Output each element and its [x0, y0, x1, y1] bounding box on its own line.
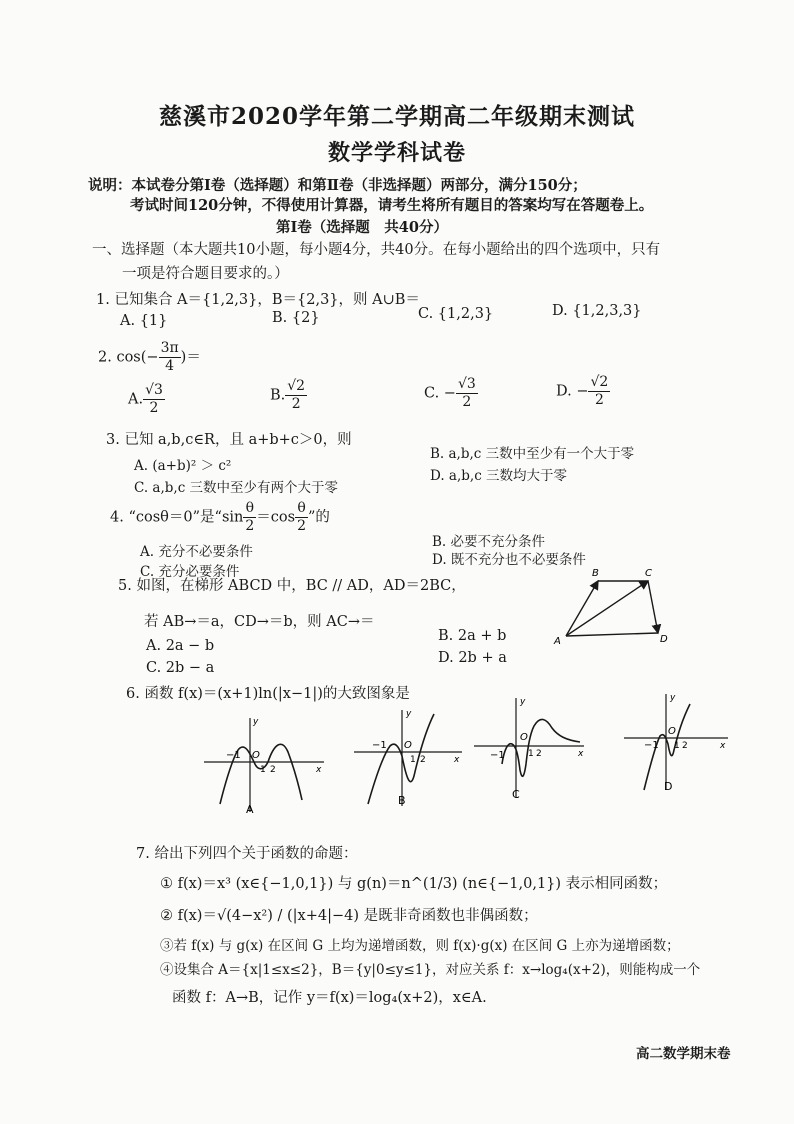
- y-label: y: [520, 697, 526, 707]
- q4-frac-1: [243, 500, 256, 535]
- vertex-label-c: C: [645, 568, 652, 579]
- q2-option-c: [424, 376, 478, 411]
- q3-option-b: B. a,b,c 三数中至少有一个大于零: [430, 446, 635, 462]
- q2-number: 2.: [98, 349, 112, 366]
- q3-option-c: C. a,b,c 三数中至少有两个大于零: [134, 480, 339, 496]
- q7-item-4: ④设集合 A＝{x|1≤x≤2}，B＝{y|0≤y≤1}，对应关系 f：x→log₄(x+2)，则能构成一个: [160, 962, 701, 978]
- q1-option-b: B. {2}: [272, 310, 320, 326]
- q1-option-d: D. {1,2,3,3}: [552, 303, 642, 319]
- x-label: x: [578, 749, 584, 759]
- footer-label: 高二数学期末卷: [636, 1046, 731, 1062]
- q2-option-a: [128, 382, 165, 417]
- q4-text-2: ”的: [308, 509, 330, 526]
- q5-stem: 5. 如图，在梯形 ABCD 中，BC // AD，AD＝2BC，: [118, 578, 466, 594]
- tick-2: 2: [682, 741, 688, 751]
- q5-line2: 若 AB→＝a，CD→＝b，则 AC→＝: [144, 614, 375, 630]
- y-label: y: [253, 717, 259, 727]
- graph-c: [470, 694, 590, 802]
- q2-a-den: 2: [149, 400, 159, 416]
- q7-stem: 7. 给出下列四个关于函数的命题：: [136, 846, 358, 862]
- q5-option-c: C. 2b − a: [146, 660, 215, 676]
- q4-option-a: A. 充分不必要条件: [140, 544, 253, 560]
- q2-b-num: √2: [287, 378, 306, 394]
- x-label: x: [454, 755, 460, 765]
- tick-neg1: −1: [372, 740, 387, 751]
- q4-frac1-num: θ: [243, 500, 256, 518]
- q1-option-a: A. {1}: [120, 313, 168, 329]
- tick-1: 1: [528, 749, 534, 759]
- q3-stem: 3. 已知 a,b,c∈R，且 a+b+c＞0，则: [106, 432, 352, 448]
- y-label: y: [670, 693, 676, 703]
- q2-c-num: √3: [457, 376, 476, 392]
- graph-label: B: [398, 794, 406, 807]
- q4-frac2-den: 2: [297, 518, 306, 534]
- q2-option-b: [270, 378, 307, 413]
- vertex-label-d: D: [660, 634, 668, 645]
- tick-neg1: −1: [226, 750, 241, 761]
- q4-text-mid: ＝cos: [256, 509, 296, 526]
- instructions-line2: 考试时间120分钟，不得使用计算器，请考生将所有题目的答案均写在答题卷上。: [130, 197, 654, 214]
- y-label: y: [406, 709, 412, 719]
- q7-item-2: ② f(x)＝√(4−x²) / (|x+4|−4) 是既非奇函数也非偶函数；: [160, 908, 538, 924]
- tick-1: 1: [260, 765, 266, 775]
- segment-ad: [566, 633, 658, 636]
- q7-item-1: ① f(x)＝x³ (x∈{−1,0,1}) 与 g(n)＝n^(1/3) (n∈{−1,0,1}) 表示相同函数；: [160, 876, 668, 892]
- origin-label: O: [404, 740, 412, 751]
- tick-1: 1: [410, 755, 416, 765]
- q3-option-d: D. a,b,c 三数均大于零: [430, 468, 568, 484]
- tick-2: 2: [270, 765, 276, 775]
- origin-label: O: [668, 726, 676, 737]
- vector-cd: [648, 581, 658, 633]
- q5-option-d: D. 2b + a: [438, 650, 507, 666]
- graph-label: A: [246, 803, 254, 816]
- q5-option-a: A. 2a − b: [146, 638, 215, 654]
- q7-item-3: ③若 f(x) 与 g(x) 在区间 G 上均为递增函数，则 f(x)·g(x) 在区间 G 上亦为递增函数；: [160, 938, 680, 954]
- q1-stem: 1. 已知集合 A＝{1,2,3}，B＝{2,3}，则 A∪B＝: [96, 292, 420, 308]
- q2-d-frac: [588, 374, 610, 409]
- exam-title: 慈溪市2020学年第二学期高二年级期末测试: [158, 103, 635, 130]
- tick-2: 2: [420, 755, 426, 765]
- q2-c-label: C. −: [424, 385, 456, 402]
- part1-heading: 第Ⅰ卷（选择题 共40分）: [276, 219, 448, 236]
- q2-prefix: cos(−: [116, 349, 159, 366]
- tick-2: 2: [536, 749, 542, 759]
- graph-label: C: [512, 788, 520, 801]
- exam-subtitle: 数学学科试卷: [327, 140, 466, 166]
- section-instructions-line2: 一项是符合题目要求的。）: [122, 266, 289, 282]
- origin-label: O: [520, 732, 528, 743]
- q2-a-frac: [143, 382, 165, 417]
- q2-suffix: )＝: [180, 349, 201, 366]
- q4-stem: [110, 500, 330, 535]
- q2-b-den: 2: [291, 396, 301, 412]
- tick-neg1: −1: [644, 740, 659, 751]
- origin-label: O: [252, 750, 260, 761]
- q7-item-4-continued: 函数 f：A→B，记作 y＝f(x)＝log₄(x+2)，x∈A.: [172, 990, 487, 1006]
- q2-frac-num: 3π: [160, 340, 179, 356]
- q2-b-label: B.: [270, 387, 286, 404]
- q4-frac2-num: θ: [295, 500, 308, 518]
- q3-option-a: A. (a+b)² ＞ c²: [134, 458, 232, 474]
- trapezoid-figure: [548, 564, 678, 650]
- q4-frac1-den: 2: [245, 518, 255, 534]
- vector-ac: [566, 581, 648, 636]
- q4-option-c: C. 充分必要条件: [140, 564, 240, 580]
- q2-d-den: 2: [594, 392, 604, 408]
- q2-a-num: √3: [145, 382, 163, 398]
- vector-ab: [566, 581, 598, 636]
- tick-1: 1: [674, 741, 680, 751]
- q2-c-den: 2: [462, 394, 472, 410]
- graph-label: D: [664, 780, 673, 793]
- q4-frac-2: [295, 500, 308, 535]
- q4-text-1: “cosθ＝0”是“sin: [128, 509, 244, 526]
- curve: [502, 719, 580, 776]
- section-instructions-line1: 一、选择题（本大题共10小题，每小题4分，共40分。在每小题给出的四个选项中，只有: [92, 242, 661, 258]
- graph-d: [620, 690, 732, 794]
- q2-c-frac: [456, 376, 478, 411]
- q2-b-frac: [285, 378, 307, 413]
- vertex-label-b: B: [592, 568, 599, 579]
- x-label: x: [720, 741, 726, 751]
- instructions-line1: 说明：本试卷分第Ⅰ卷（选择题）和第Ⅱ卷（非选择题）两部分，满分150分；: [88, 177, 587, 194]
- q4-option-b: B. 必要不充分条件: [432, 534, 546, 550]
- q2-frac-den: 4: [165, 358, 175, 374]
- vertex-label-a: A: [554, 636, 561, 647]
- q1-option-c: C. {1,2,3}: [418, 306, 494, 322]
- q4-option-d: D. 既不充分也不必要条件: [432, 552, 586, 568]
- q4-number: 4.: [110, 509, 124, 526]
- graph-b: [350, 706, 468, 810]
- q2-d-label: D. −: [556, 383, 589, 400]
- x-label: x: [316, 765, 322, 775]
- graph-a: [198, 712, 330, 816]
- q2-stem: [98, 340, 201, 375]
- tick-neg1: −1: [490, 750, 505, 761]
- q2-a-label: A.: [128, 391, 144, 408]
- q2-d-num: √2: [590, 374, 609, 390]
- q5-option-b: B. 2a + b: [438, 628, 507, 644]
- q2-fraction: [159, 340, 181, 375]
- q6-stem: 6. 函数 f(x)＝(x+1)ln(|x−1|)的大致图象是: [126, 686, 410, 702]
- q2-option-d: [556, 374, 610, 409]
